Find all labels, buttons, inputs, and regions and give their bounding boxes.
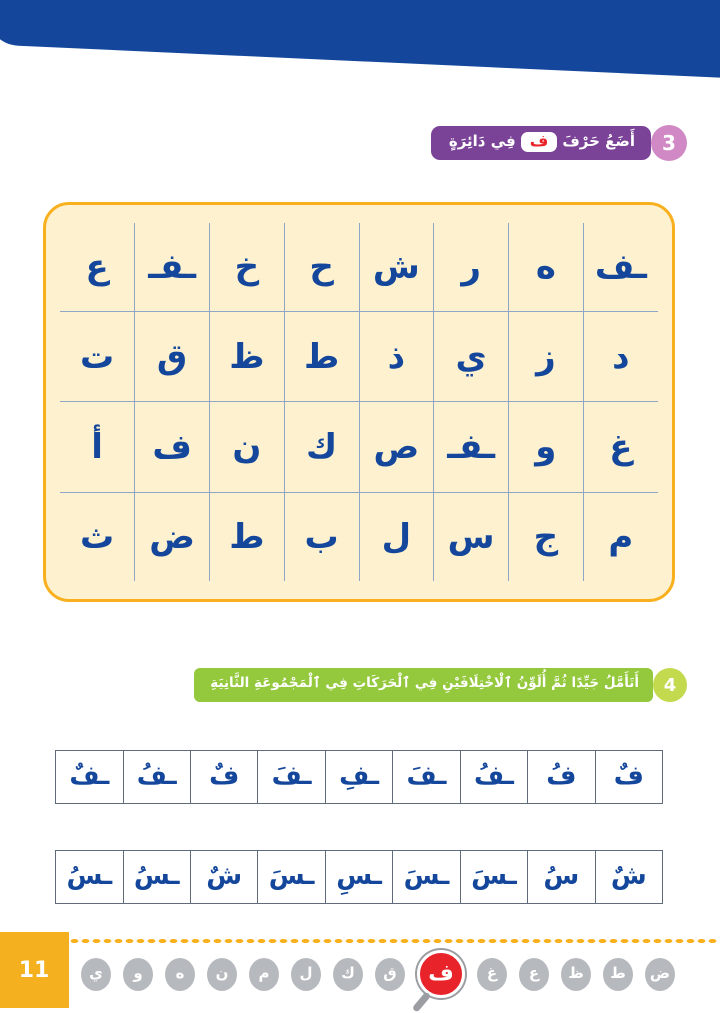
exercise-3-target-letter-chip: ف <box>522 132 559 152</box>
exercise-4-header <box>195 668 676 702</box>
letter-grid-cell[interactable]: و <box>510 402 585 492</box>
letter-grid-cell[interactable]: غ <box>584 402 659 492</box>
footer-letter[interactable]: ل <box>292 958 322 991</box>
letter-grid-cell[interactable]: ط <box>211 492 286 581</box>
syllable-cell[interactable]: ـسَ <box>259 850 326 904</box>
letter-grid-cell[interactable]: ب <box>285 492 360 581</box>
letter-grid-cell[interactable]: ش <box>360 223 435 312</box>
syllable-cell[interactable]: ـفَ <box>259 750 326 804</box>
footer-letter[interactable]: ي <box>82 958 112 991</box>
syllable-cell[interactable]: ـسَ <box>394 850 461 904</box>
letter-grid-cell[interactable]: ض <box>136 492 211 581</box>
exercise-3-instruction-pill <box>432 126 652 160</box>
footer-letter[interactable]: م <box>250 958 280 991</box>
footer-letter[interactable]: ع <box>520 958 550 991</box>
letter-grid-cell[interactable]: ق <box>136 312 211 402</box>
syllable-cell[interactable]: ـفَ <box>394 750 461 804</box>
page-number-block: 11 <box>0 932 70 1008</box>
syllable-cell[interactable]: شٌ <box>192 850 259 904</box>
footer-letter[interactable]: و <box>124 958 154 991</box>
letter-grid-cell[interactable]: ل <box>360 492 435 581</box>
letter-grid-cell[interactable]: ح <box>285 223 360 312</box>
letter-grid-cell[interactable]: ه <box>510 223 585 312</box>
exercise-3-text-before: أَضَعُ حَرْفَ <box>563 132 636 150</box>
syllable-cell[interactable]: فٌ <box>597 750 664 804</box>
letter-grid-card <box>44 202 676 602</box>
letter-grid-cell[interactable]: أ <box>61 402 136 492</box>
letter-grid-cell[interactable]: ـفـ <box>136 223 211 312</box>
letter-grid-cell[interactable]: ك <box>285 402 360 492</box>
exercise-4-instruction-pill: أَتَأَمَّلُ جَيِّدًا ثُمَّ أُلَوِّنُ ٱلْاخْتِلَافَيْنِ فِي ٱلْحَرَكَاتِ فِي ٱلْمَجْمُوعَةِ الثَّانِيَةِ <box>195 668 654 702</box>
letter-grid-cell[interactable]: ت <box>61 312 136 402</box>
letter-grid-cell[interactable]: ع <box>61 223 136 312</box>
footer-letter[interactable]: ق <box>376 958 406 991</box>
exercise-3-header <box>432 126 676 160</box>
letter-grid-cell[interactable]: ذ <box>360 312 435 402</box>
top-decorative-banner <box>0 0 720 78</box>
footer-dotted-rule <box>70 938 720 943</box>
syllable-cell[interactable]: ـسَ <box>462 850 529 904</box>
syllable-cell[interactable]: فٌ <box>192 750 259 804</box>
syllable-cell[interactable]: ـفُ <box>125 750 192 804</box>
letter-grid-row <box>61 402 659 492</box>
syllable-strip-fa <box>56 750 664 804</box>
letter-grid-row <box>61 223 659 312</box>
footer-letter-active-magnifier[interactable]: ف <box>418 950 466 998</box>
letter-grid-cell[interactable]: ي <box>435 312 510 402</box>
letter-grid-cell[interactable]: ظ <box>211 312 286 402</box>
footer-letter[interactable]: ط <box>604 958 634 991</box>
page-footer <box>0 924 720 1008</box>
letter-grid-cell[interactable]: ج <box>510 492 585 581</box>
footer-letter[interactable]: ض <box>646 958 676 991</box>
syllable-cell[interactable]: ـفُ <box>462 750 529 804</box>
syllable-cell[interactable]: ـفِ <box>327 750 394 804</box>
footer-letter[interactable]: ه <box>166 958 196 991</box>
letter-grid-cell[interactable]: ز <box>510 312 585 402</box>
footer-alphabet-track <box>82 952 720 996</box>
letter-grid-body <box>61 223 659 581</box>
letter-grid-cell[interactable]: د <box>584 312 659 402</box>
syllable-cell[interactable]: ـسُ <box>125 850 192 904</box>
exercise-4-number-badge: 4 <box>654 668 688 702</box>
syllable-cell[interactable]: شٌ <box>597 850 664 904</box>
letter-grid-cell[interactable]: ط <box>285 312 360 402</box>
syllable-cell[interactable]: ـسِ <box>327 850 394 904</box>
syllable-strip-sa <box>56 850 664 904</box>
letter-grid-cell[interactable]: س <box>435 492 510 581</box>
letter-grid-cell[interactable]: خ <box>211 223 286 312</box>
letter-grid-row <box>61 492 659 581</box>
letter-grid-cell[interactable]: م <box>584 492 659 581</box>
letter-grid-cell[interactable]: ف <box>136 402 211 492</box>
letter-grid-cell[interactable]: ـفـ <box>435 402 510 492</box>
letter-grid-cell[interactable]: ص <box>360 402 435 492</box>
syllable-cell[interactable]: ـسُ <box>56 850 124 904</box>
syllable-cell[interactable]: فُ <box>529 750 596 804</box>
footer-letter[interactable]: ظ <box>562 958 592 991</box>
footer-letter[interactable]: ك <box>334 958 364 991</box>
letter-grid-cell[interactable]: ـف <box>584 223 659 312</box>
exercise-3-number-badge: 3 <box>652 125 688 161</box>
letter-grid-cell[interactable]: ر <box>435 223 510 312</box>
letter-grid-row <box>61 312 659 402</box>
syllable-cell[interactable]: سُ <box>529 850 596 904</box>
footer-letter[interactable]: غ <box>478 958 508 991</box>
exercise-3-text-after: فِي دَائِرَةٍ <box>449 132 517 150</box>
letter-grid-table <box>61 223 659 581</box>
syllable-cell[interactable]: ـفٌ <box>56 750 124 804</box>
letter-grid-cell[interactable]: ن <box>211 402 286 492</box>
footer-letter[interactable]: ن <box>208 958 238 991</box>
letter-grid-cell[interactable]: ث <box>81 516 116 557</box>
